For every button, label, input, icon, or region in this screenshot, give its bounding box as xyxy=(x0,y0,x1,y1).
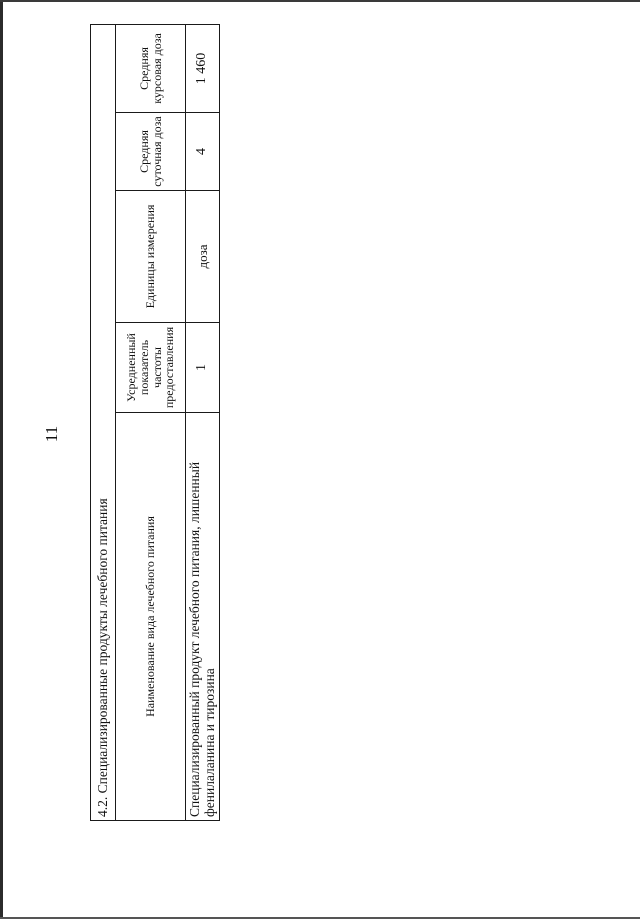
table-row xyxy=(186,24,220,820)
header-course-dose: Средняя курсовая доза xyxy=(116,24,186,112)
header-frequency: Усредненный показатель частоты предоставления xyxy=(116,323,186,413)
header-name: Наименование вида лечебного питания xyxy=(116,413,186,821)
rotated-content xyxy=(90,25,220,821)
page-number: 11 xyxy=(42,425,62,443)
cell-course-dose: 1 460 xyxy=(186,24,220,112)
section-title-row xyxy=(91,24,116,820)
header-daily-dose: Средняя суточная доза xyxy=(116,113,186,191)
cell-product-name: Специализированный продукт лечебного питания, лишенный фенилаланина и тирозина xyxy=(186,413,220,821)
table-header-row xyxy=(116,24,186,820)
header-unit: Единицы измерения xyxy=(116,191,186,323)
scan-edge-top xyxy=(0,0,640,2)
cell-daily-dose: 4 xyxy=(186,113,220,191)
scan-edge-left xyxy=(0,0,3,919)
section-title: 4.2. Специализированные продукты лечебного питания xyxy=(91,24,116,820)
cell-frequency: 1 xyxy=(186,323,220,413)
nutrition-table xyxy=(90,24,220,821)
cell-unit: доза xyxy=(186,191,220,323)
